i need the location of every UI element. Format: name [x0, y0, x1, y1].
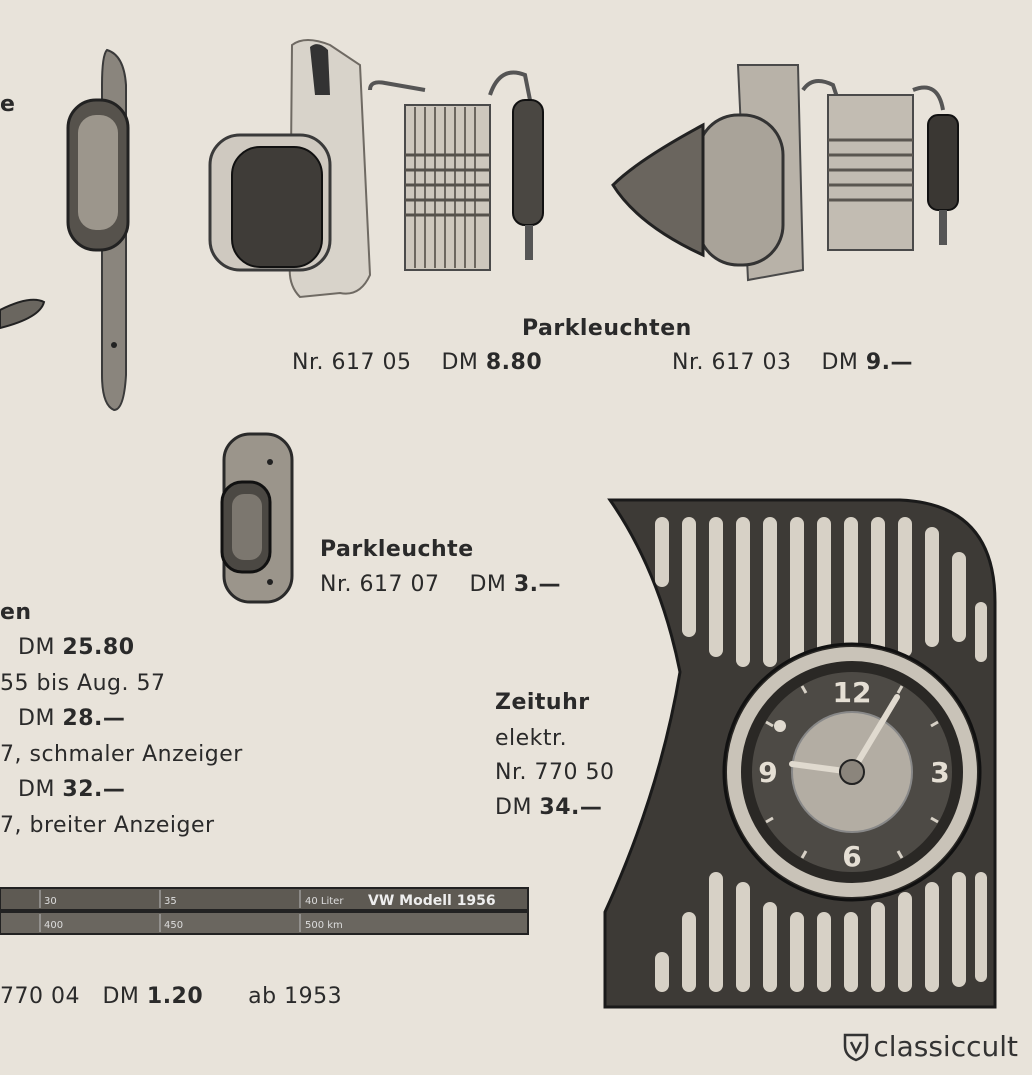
- fragment-en-heading: en: [0, 600, 32, 625]
- watermark-text: classiccult: [873, 1030, 1018, 1063]
- left-line-2: 55 bis Aug. 57: [0, 671, 166, 696]
- parking-light-61705-illustration: [210, 35, 560, 305]
- watermark: [843, 1030, 1018, 1063]
- tape-mark-400: 400: [44, 920, 64, 931]
- currency: DM: [18, 706, 55, 731]
- parkleuchten-item-61703: [672, 350, 913, 375]
- left-line-5: [18, 777, 125, 802]
- item-number: Nr. 617 05: [292, 350, 412, 375]
- tape-label-km: 500 km: [305, 920, 343, 931]
- parkleuchten-item-61705: [292, 350, 542, 375]
- parking-light-61707-illustration: [220, 432, 296, 604]
- parkleuchte-item: [320, 572, 561, 597]
- price: 32.—: [62, 777, 126, 802]
- zeituhr-title: Zeituhr: [495, 690, 590, 715]
- price: 9.—: [865, 350, 914, 375]
- speedometer-strip-illustration: [0, 888, 530, 936]
- price: 3.—: [513, 572, 562, 597]
- zeituhr-number: Nr. 770 50: [495, 760, 615, 785]
- currency: DM: [821, 350, 859, 375]
- bottom-item-line: [0, 984, 342, 1009]
- clock-numeral-12: 12: [832, 676, 872, 709]
- price: 34.—: [539, 795, 603, 820]
- tape-model: VW Modell 1956: [368, 893, 496, 909]
- currency: DM: [495, 795, 532, 820]
- currency: DM: [469, 572, 507, 597]
- shield-icon: [843, 1032, 869, 1062]
- currency: DM: [18, 635, 55, 660]
- tape-label-liter: 40 Liter: [305, 896, 344, 907]
- price: 25.80: [62, 635, 135, 660]
- clock-numeral-3: 3: [930, 756, 950, 789]
- left-line-3: [18, 706, 125, 731]
- parkleuchte-title: Parkleuchte: [320, 537, 474, 562]
- clock-numeral-6: 6: [842, 840, 862, 873]
- left-line-6: 7, breiter Anzeiger: [0, 813, 215, 838]
- left-line-1: [18, 635, 135, 660]
- zeituhr-price-line: [495, 795, 602, 820]
- tape-mark-35: 35: [164, 896, 177, 907]
- clock-numeral-9: 9: [758, 756, 778, 789]
- currency: DM: [102, 984, 140, 1009]
- zeituhr-subtitle: elektr.: [495, 726, 568, 751]
- currency: DM: [441, 350, 479, 375]
- tape-mark-450: 450: [164, 920, 184, 931]
- price: 28.—: [62, 706, 126, 731]
- clock-panel-illustration: [600, 492, 1000, 1012]
- fender-fragment-illustration: [0, 290, 50, 340]
- side-light-illustration: [62, 45, 152, 415]
- price: 8.80: [485, 350, 543, 375]
- price: 1.20: [146, 984, 204, 1009]
- currency: DM: [18, 777, 55, 802]
- item-number: 770 04: [0, 984, 80, 1009]
- fragment-e: e: [0, 92, 16, 117]
- parking-light-61703-illustration: [608, 60, 978, 290]
- item-number: Nr. 617 03: [672, 350, 792, 375]
- item-number: Nr. 617 07: [320, 572, 440, 597]
- parkleuchten-title: Parkleuchten: [522, 316, 692, 341]
- tape-mark-30: 30: [44, 896, 57, 907]
- left-line-4: 7, schmaler Anzeiger: [0, 742, 243, 767]
- since-year: ab 1953: [248, 984, 343, 1009]
